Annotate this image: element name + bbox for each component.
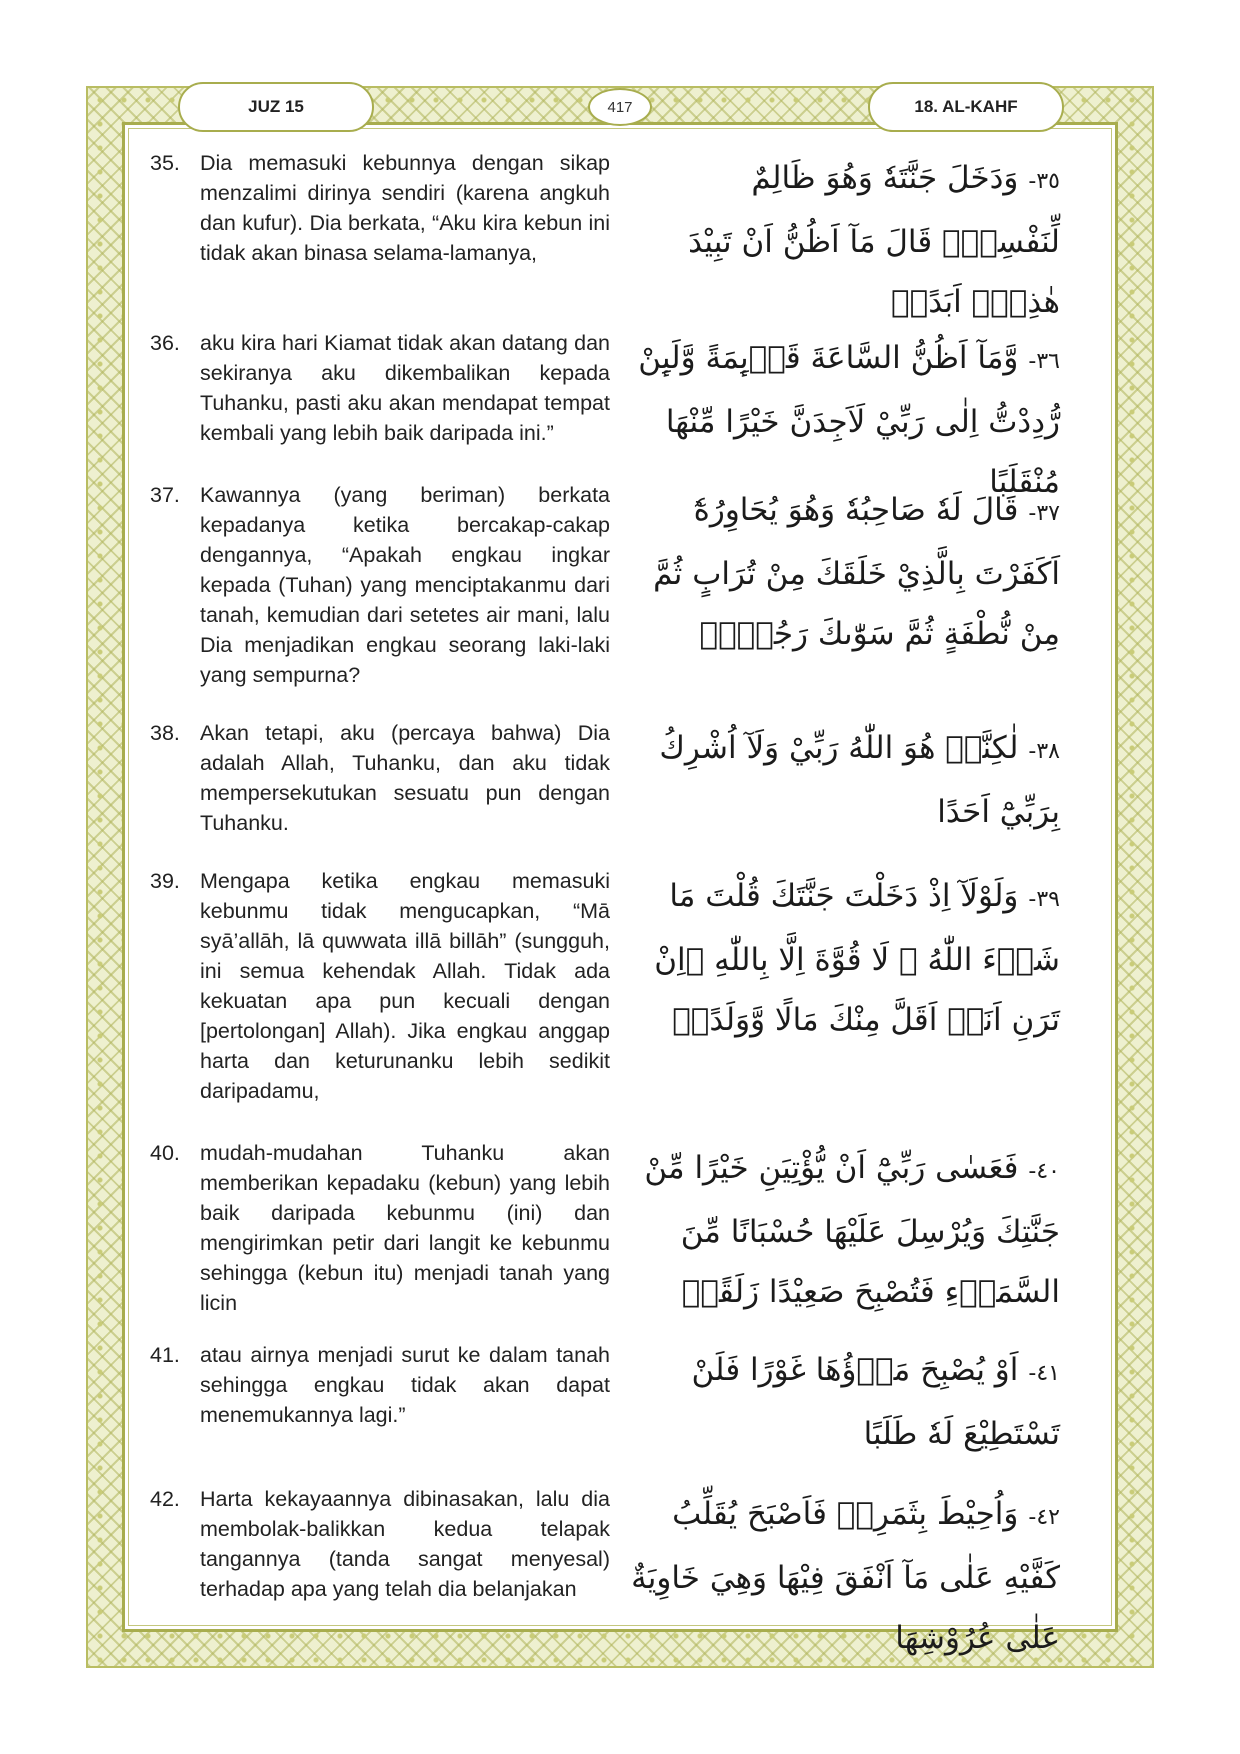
verse-number: 39. — [150, 869, 180, 893]
verse-translation: Harta kekayaannya dibinasakan, lalu dia membolak-balikkan kedua telapak tangannya (tanda sangat menyesal) terhadap apa yang telah dia belanjakan — [200, 1487, 610, 1601]
arabic-verse: قَالَ لَهٗ صَاحِبُهٗ وَهُوَ يُحَاوِرُهٗٓ اَكَفَرْتَ بِالَّذِيْ خَلَقَكَ مِنْ تُرَابٍ ثُمَّ مِنْ نُّطْفَةٍ ثُمَّ سَوّٰىكَ رَجُلًاۗ — [653, 492, 1060, 652]
page-number: 417 — [588, 88, 652, 126]
arabic-verse-number: ٣٧- — [1028, 501, 1060, 526]
arabic-verse: لٰكِنَّا۠ هُوَ اللّٰهُ رَبِّيْ وَلَآ اُشْرِكُ بِرَبِّيْٓ اَحَدًا — [659, 730, 1060, 830]
verse-number: 42. — [150, 1487, 180, 1511]
verse-translation: Akan tetapi, aku (percaya bahwa) Dia adalah Allah, Tuhanku, dan aku tidak mempersekutukan sesuatu pun dengan Tuhanku. — [200, 721, 610, 835]
arabic-verse-number: ٤٠- — [1028, 1159, 1060, 1184]
arabic-verse-number: ٣٥- — [1028, 169, 1060, 194]
verse-translation: Mengapa ketika engkau memasuki kebunmu tidak mengucapkan, “Mā syā’allāh, lā quwwata illā billāh” (sungguh, ini semua kehendak Allah. Tidak ada kekuatan apa pun kecuali dengan [pertolongan] Allah). Jika engkau anggap harta dan keturunanku lebih sedikit daripadamu, — [200, 869, 610, 1103]
arabic-verse: وَلَوْلَآ اِذْ دَخَلْتَ جَنَّتَكَ قُلْتَ مَا شَاۤءَ اللّٰهُ ۙ لَا قُوَّةَ اِلَّا بِاللّٰهِ ۚاِنْ تَرَنِ اَنَا۠ اَقَلَّ مِنْكَ مَالًا وَّوَلَدًاۚ — [654, 878, 1060, 1038]
verse-translation: Kawannya (yang beriman) berkata kepadanya ketika bercakap-cakap dengannya, “Apakah engkau ingkar kepada (Tuhan) yang menciptakanmu dari tanah, kemudian dari setetes air mani, lalu Dia menjadikan engkau seorang laki-laki yang sempurna? — [200, 483, 610, 687]
arabic-verse: وَدَخَلَ جَنَّتَهٗ وَهُوَ ظَالِمٌ لِّنَفْسِهٖۚ قَالَ مَآ اَظُنُّ اَنْ تَبِيْدَ هٰذِهٖٓ اَبَدًاۙ — [688, 160, 1060, 320]
verse-translation: aku kira hari Kiamat tidak akan datang dan sekiranya aku dikembalikan kepada Tuhanku, pasti aku akan mendapat tempat kembali yang lebih baik daripada ini.” — [200, 331, 610, 445]
arabic-verse: وَاُحِيْطَ بِثَمَرِهٖ فَاَصْبَحَ يُقَلِّبُ كَفَّيْهِ عَلٰى مَآ اَنْفَقَ فِيْهَا وَهِيَ خَاوِيَةٌ عَلٰى عُرُوْشِهَا — [631, 1496, 1060, 1656]
arabic-verse-number: ٣٦- — [1028, 349, 1060, 374]
verse-translation: atau airnya menjadi surut ke dalam tanah sehingga engkau tidak akan dapat menemukannya lagi.” — [200, 1343, 610, 1427]
arabic-verse: فَعَسٰى رَبِّيْٓ اَنْ يُّؤْتِيَنِ خَيْرًا مِّنْ جَنَّتِكَ وَيُرْسِلَ عَلَيْهَا حُسْبَانًا مِّنَ السَّمَاۤءِ فَتُصْبِحَ صَعِيْدًا زَلَقًاۙ — [644, 1150, 1060, 1310]
verse-number: 38. — [150, 721, 180, 745]
verse-number: 41. — [150, 1343, 180, 1367]
juz-label: JUZ 15 — [178, 82, 374, 132]
surah-label: 18. AL-KAHF — [868, 82, 1064, 132]
verse-number: 35. — [150, 151, 180, 175]
arabic-verse: وَّمَآ اَظُنُّ السَّاعَةَ قَاۤىِٕمَةً وَّلَىِٕنْ رُّدِدْتُّ اِلٰى رَبِّيْ لَاَجِدَنَّ خَيْرًا مِّنْهَا مُنْقَلَبًا — [638, 340, 1060, 500]
arabic-verse: اَوْ يُصْبِحَ مَاۤؤُهَا غَوْرًا فَلَنْ تَسْتَطِيْعَ لَهٗ طَلَبًا — [691, 1352, 1060, 1452]
verse-translation: mudah-mudahan Tuhanku akan memberikan kepadaku (kebun) yang lebih baik daripada kebunmu (ini) dan mengirimkan petir dari langit ke kebunmu sehingga (kebun itu) menjadi tanah yang licin — [200, 1141, 610, 1315]
verse-number: 36. — [150, 331, 180, 355]
arabic-verse-number: ٣٩- — [1028, 887, 1060, 912]
verse-translation: Dia memasuki kebunnya dengan sikap menzalimi dirinya sendiri (karena angkuh dan kufur). Dia berkata, “Aku kira kebun ini tidak akan binasa selama-lamanya, — [200, 151, 610, 265]
arabic-verse-number: ٤١- — [1028, 1361, 1060, 1386]
verse-number: 37. — [150, 483, 180, 507]
arabic-verse-number: ٤٢- — [1028, 1505, 1060, 1530]
arabic-verse-number: ٣٨- — [1028, 739, 1060, 764]
verse-number: 40. — [150, 1141, 180, 1165]
